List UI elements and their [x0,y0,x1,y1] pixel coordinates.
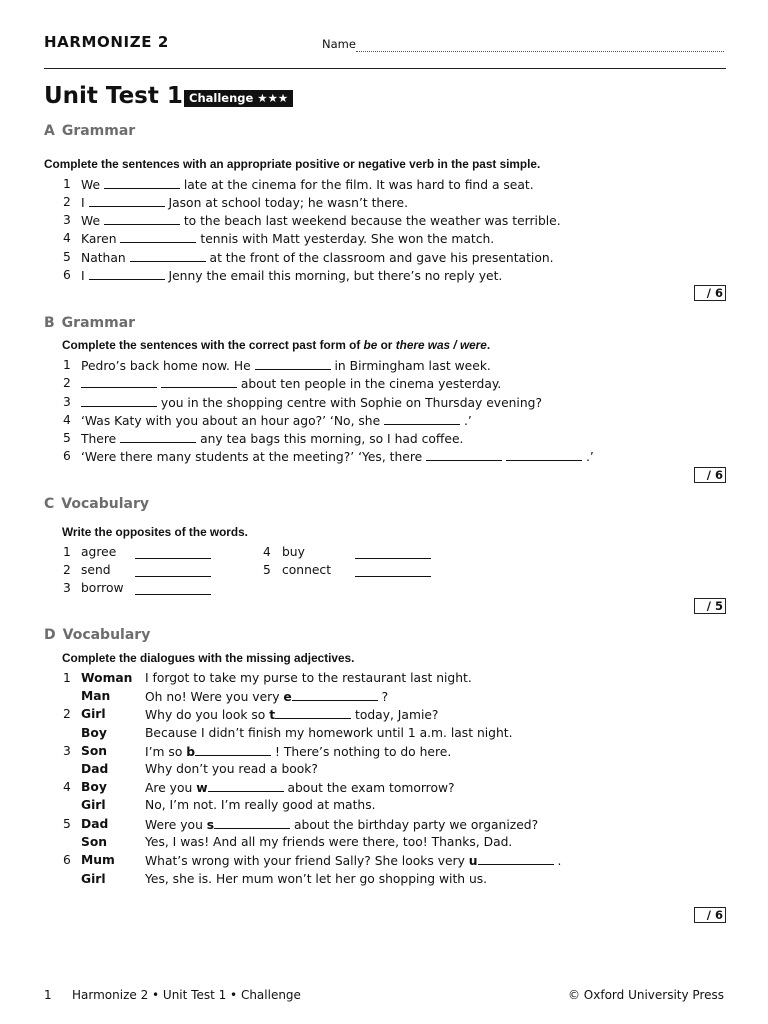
dialogue-text: What’s wrong with your friend Sally? She looks very [145,854,469,868]
item-text: There [81,432,117,446]
item-text: any tea bags this morning, so I had coffee. [200,432,464,446]
item-text: Jenny the email this morning, but there’s no reply yet. [168,269,503,283]
item-text: ‘Were there many students at the meeting?’ ‘Yes, there [81,450,423,464]
speaker-label: Dad [81,817,109,831]
footer-copyright: © Oxford University Press [567,988,724,1002]
item-number: 1 [63,358,71,372]
dialogue-text: Why do you look so [145,708,270,722]
item-text: We [81,214,101,228]
dialogue-text: I’m so [145,745,187,759]
section-c-letter: C [44,496,55,512]
speaker-label: Boy [81,780,107,794]
answer-blank[interactable] [195,744,271,756]
section-a-heading [44,123,135,139]
answer-blank[interactable] [506,449,582,461]
name-label: Name [322,37,356,51]
speaker-label: Mum [81,853,115,867]
answer-blank[interactable] [135,583,211,595]
first-letter-hint: b [186,745,196,759]
speaker-label: Woman [81,671,133,685]
dialogue-text: Because I didn’t finish my homework until 1 a.m. last night. [145,726,513,740]
header-divider [44,68,726,69]
item-text: Karen [81,232,117,246]
section-b-item [63,449,594,464]
item-text: Nathan [81,251,126,265]
instruction-text: or [377,338,396,352]
answer-blank[interactable] [355,547,431,559]
speaker-label: Girl [81,798,106,812]
instruction-text: . [486,338,491,352]
answer-blank[interactable] [89,268,165,280]
first-letter-hint: t [269,708,276,722]
answer-blank[interactable] [214,817,290,829]
item-word: borrow [81,581,124,595]
challenge-badge: Challenge ★★★ [184,90,293,107]
answer-blank[interactable] [255,358,331,370]
answer-blank[interactable] [89,195,165,207]
item-text: about ten people in the cinema yesterday. [240,377,502,391]
answer-blank[interactable] [161,376,237,388]
section-a-score-box[interactable]: / 6 [694,285,726,301]
item-number: 3 [63,213,71,227]
item-number: 3 [63,581,71,595]
instruction-italic: there was / were [395,338,487,352]
item-number: 5 [63,431,71,445]
dialogue-text: Why don’t you read a book? [145,762,318,776]
item-text: tennis with Matt yesterday. She won the match. [200,232,495,246]
item-number: 4 [63,780,71,794]
section-b-title: Grammar [61,315,136,331]
first-letter-hint: e [283,690,292,704]
item-number: 2 [63,195,71,209]
answer-blank[interactable] [426,449,502,461]
speaker-label: Son [81,835,108,849]
first-letter-hint: s [206,818,215,832]
instruction-text: Complete the sentences with the correct past form of [62,338,364,352]
section-a-item [63,250,554,265]
dialogue-text: I forgot to take my purse to the restaurant last night. [145,671,472,685]
speaker-label: Man [81,689,111,703]
section-a-item [63,231,494,246]
dialogue-text: about the exam tomorrow? [283,781,455,795]
item-number: 6 [63,853,71,867]
item-text: I [81,269,85,283]
item-text: We [81,178,101,192]
section-b-heading [44,315,135,331]
section-d-score-box[interactable]: / 6 [694,907,726,923]
item-word: connect [282,563,332,577]
item-number: 6 [63,449,71,463]
dialogue-text: Were you [145,818,207,832]
answer-blank[interactable] [292,689,378,701]
answer-blank[interactable] [81,376,157,388]
section-a-letter: A [44,123,55,139]
answer-blank[interactable] [104,177,180,189]
section-a-item [63,268,502,283]
item-text: ‘Was Katy with you about an hour ago?’ ‘No, she [81,414,381,428]
answer-blank[interactable] [355,565,431,577]
page-number: 1 [44,988,52,1002]
page-title: Unit Test 1 [44,83,183,109]
item-number: 6 [63,268,71,282]
speaker-label: Dad [81,762,109,776]
section-d-heading [44,627,150,643]
item-number: 5 [63,250,71,264]
section-a-item [63,177,534,192]
answer-blank[interactable] [208,780,284,792]
answer-blank[interactable] [120,431,196,443]
item-number: 4 [263,545,271,559]
dialogue-text: ! There’s nothing to do here. [271,745,452,759]
item-number: 3 [63,395,71,409]
item-word: buy [282,545,305,559]
section-b-letter: B [44,315,55,331]
section-c-instruction: Write the opposites of the words. [62,525,248,539]
item-text: Jason at school today; he wasn’t there. [168,196,409,210]
item-number: 2 [63,376,71,390]
answer-blank[interactable] [135,547,211,559]
section-c-heading [44,496,149,512]
section-d-title: Vocabulary [62,627,151,643]
section-b-item [63,413,472,428]
answer-blank[interactable] [478,853,554,865]
item-word: send [81,563,111,577]
speaker-label: Girl [81,707,106,721]
item-number: 1 [63,177,71,191]
item-number: 3 [63,744,71,758]
item-number: 5 [263,563,271,577]
dialogue-text: Are you [145,781,197,795]
section-b-item [63,395,542,410]
answer-blank[interactable] [275,707,351,719]
section-b-item [63,358,491,373]
item-number: 2 [63,707,71,721]
answer-blank[interactable] [81,395,157,407]
answer-blank[interactable] [120,231,196,243]
item-text: I [81,196,85,210]
item-number: 5 [63,817,71,831]
first-letter-hint: w [196,781,208,795]
item-text: .’ [585,450,594,464]
speaker-label: Girl [81,872,106,886]
item-text: you in the shopping centre with Sophie on Thursday evening? [160,396,542,410]
section-a-item [63,195,408,210]
item-text: to the beach last weekend because the weather was terrible. [183,214,561,228]
dialogue-text: . [553,854,562,868]
answer-blank[interactable] [135,565,211,577]
item-text: in Birmingham last week. [334,359,491,373]
item-text: at the front of the classroom and gave his presentation. [209,251,554,265]
dialogue-text: today, Jamie? [351,708,439,722]
section-c-score-box[interactable]: / 5 [694,598,726,614]
section-c-title: Vocabulary [61,496,149,512]
item-word: agree [81,545,117,559]
dialogue-text: No, I’m not. I’m really good at maths. [145,798,376,812]
dialogue-text: Oh no! Were you very [145,690,284,704]
item-number: 2 [63,563,71,577]
section-a-title: Grammar [61,123,136,139]
section-b-instruction [62,338,490,352]
item-text: .’ [464,414,472,428]
answer-blank[interactable] [104,213,180,225]
brand-logo: HARMONIZE 2 [44,33,169,51]
item-text: Pedro’s back home now. He [81,359,251,373]
item-text: late at the cinema for the film. It was hard to find a seat. [183,178,534,192]
dialogue-text: Yes, I was! And all my friends were there, too! Thanks, Dad. [145,835,513,849]
item-number: 1 [63,671,71,685]
first-letter-hint: u [468,854,478,868]
item-number: 4 [63,231,71,245]
section-a-instruction: Complete the sentences with an appropriate positive or negative verb in the past simple. [44,157,541,171]
dialogue-text: about the birthday party we organized? [290,818,539,832]
section-b-item [63,376,501,391]
speaker-label: Son [81,744,108,758]
section-b-item [63,431,463,446]
footer-title: Harmonize 2 • Unit Test 1 • Challenge [72,988,301,1002]
answer-blank[interactable] [384,413,460,425]
item-number: 4 [63,413,71,427]
answer-blank[interactable] [130,250,206,262]
dialogue-text: Yes, she is. Her mum won’t let her go shopping with us. [145,872,488,886]
item-number: 1 [63,545,71,559]
name-field-line[interactable] [356,51,724,52]
speaker-label: Boy [81,726,107,740]
section-b-score-box[interactable]: / 6 [694,467,726,483]
section-a-item [63,213,561,228]
section-d-letter: D [44,627,56,643]
dialogue-text: ? [377,690,389,704]
instruction-italic: be [363,338,378,352]
section-d-instruction: Complete the dialogues with the missing adjectives. [62,651,355,665]
